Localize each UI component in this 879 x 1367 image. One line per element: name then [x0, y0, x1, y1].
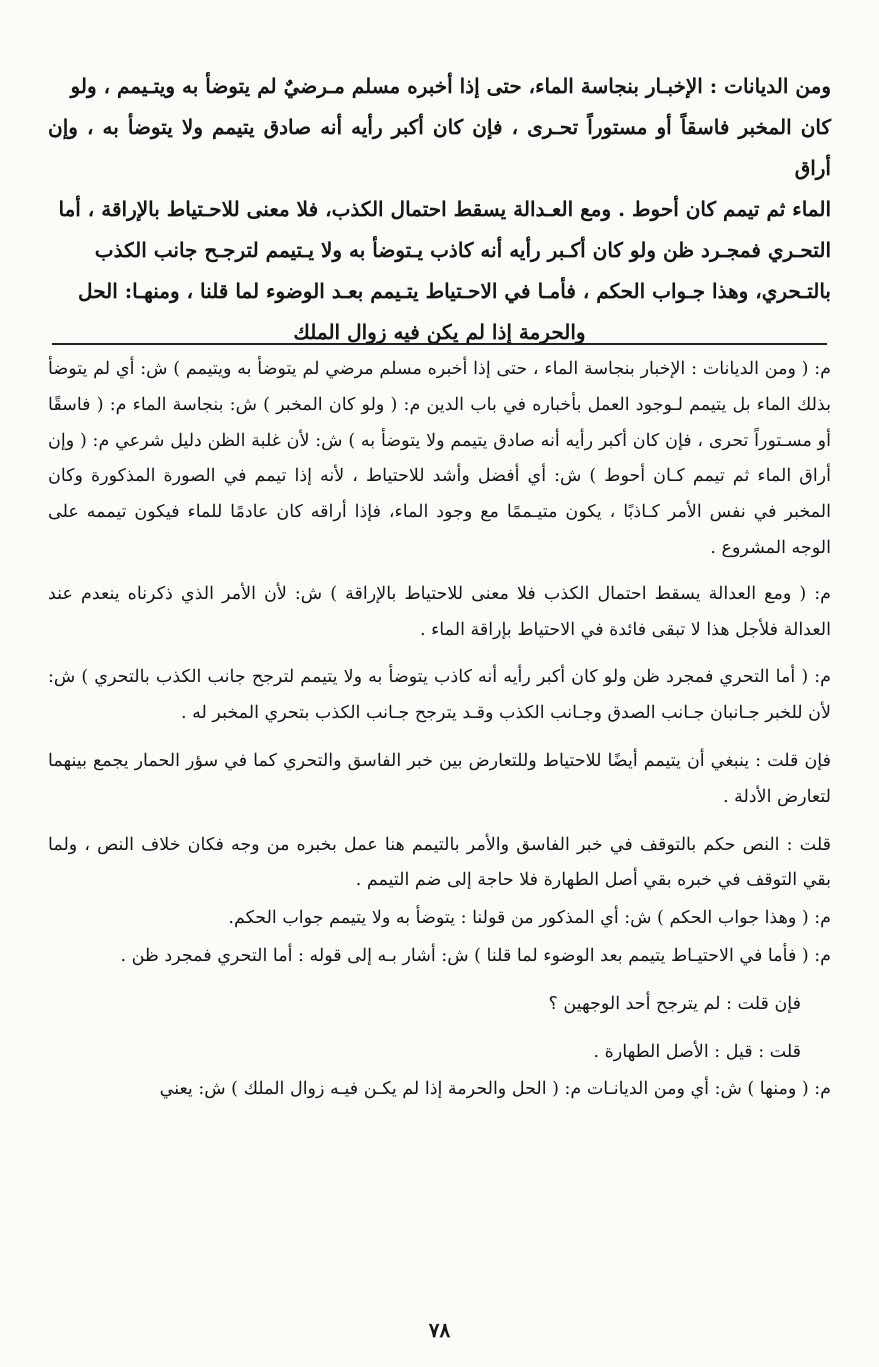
main-text: [48, 66, 831, 353]
main-text-line: التحـري فمجـرد ظن ولو كان أكـبر رأيه أنه كاذب يـتوضأ به ولا يـتيمم لترجـح جانب الكذب: [94, 238, 831, 262]
page-number: ٧٨: [428, 1318, 451, 1342]
commentary: [48, 352, 831, 1120]
commentary-paragraph: م: ( فأما في الاحتيـاط يتيمم بعد الوضوء لما قلنا ) ش: أشار بـه إلى قوله : أما التحري فمجرد ظن .: [120, 945, 831, 966]
main-text-line: الماء ثم تيمم كان أحوط . ومع العـدالة يسقط احتمال الكذب، فلا معنى للاحـتياط بالإراقة ، أما: [58, 197, 831, 221]
commentary-paragraph: م: ( ومن الديانات : الإخبار بنجاسة الماء ، حتى إذا أخبره مسلم مرضي لم يتوضأ به ويتيمم ) ش: أي لم يتوضأ بذلك الماء بل يتيمم لـوجود العمل بأخباره في باب الدين م: ( ولو كان المخبر ) ش: بنجاسة الماء م: ( فاسقًا أو مسـتوراً تحرى ، فإن كان أكبر رأيه أنه صادق يتيمم ولا يتوضأ به ) ش: لأن غلبة الظن دليل شرعي م: ( وإن أراق الماء ثم تيمم كـان أحوط ) ش: أي أفضل وأشد للاحتياط ، لأنه إذا تيمم في الصورة المذكورة وكان المخبر في نفس الأمر كـاذبًا ، يكون متيـممًا مع وجود الماء، فإذا أراقه كان عادمًا للماء فيكون تيممه على الوجه المشروع .: [48, 359, 831, 558]
commentary-paragraph: فإن قلت : ينبغي أن يتيمم أيضًا للاحتياط وللتعارض بين خبر الفاسق والتحري كما في سؤر الحمار يجمع بينهما لتعارض الأدلة .: [48, 750, 831, 807]
commentary-paragraph: قلت : النص حكم بالتوقف في خبر الفاسق والأمر بالتيمم هنا عمل بخبره من وجه فكان خلاف النص ، ولما بقي التوقف في خبره بقي أصل الطهارة فلا حاجة إلى ضم التيمم .: [48, 834, 831, 891]
main-text-line: بالتـحري، وهذا جـواب الحكم ، فأمـا في الاحـتياط يتـيمم بعـد الوضوء لما قلنا ، ومنهـا: الحل: [78, 279, 831, 303]
commentary-paragraph: م: ( وهذا جواب الحكم ) ش: أي المذكور من قولنا : يتوضأ به ولا يتيمم جواب الحكم.: [228, 908, 831, 929]
main-text-line: ومن الديانات : الإخبـار بنجاسة الماء، حتى إذا أخبره مسلم مـرضيٌ لم يتوضأ به ويتـيمم ، ولو: [70, 74, 831, 98]
commentary-paragraph: م: ( ومع العدالة يسقط احتمال الكذب فلا معنى للاحتياط بالإراقة ) ش: لأن الأمر الذي ذكرناه ينعدم عند العدالة فلأجل هذا لا تبقى فائدة في الاحتياط بإراقة الماء .: [48, 583, 831, 640]
main-text-line: والحرمة إذا لم يكن فيه زوال الملك: [293, 320, 586, 344]
commentary-paragraph: م: ( ومنها ) ش: أي ومن الديانـات م: ( الحل والحرمة إذا لم يكـن فيـه زوال الملك ) ش: يعني: [159, 1079, 831, 1100]
main-text-line: كان المخبر فاسقاً أو مستوراً تحـرى ، فإن كان أكبر رأيه أنه صادق يتيمم ولا يتوضأ به ، وإن أراق: [48, 115, 831, 180]
commentary-paragraph: فإن قلت : لم يترجح أحد الوجهين ؟: [548, 993, 801, 1014]
commentary-paragraph: قلت : قيل : الأصل الطهارة .: [593, 1041, 801, 1062]
commentary-paragraph: م: ( أما التحري فمجرد ظن ولو كان أكبر رأيه أنه كاذب يتوضأ به ولا يتيمم لترجح جانب الكذب بالتحري ) ش: لأن للخبر جـانبان جـانب الصدق وجـانب الكذب وقـد يترجح جـانب الكذب بتحري المخبر له .: [48, 667, 831, 724]
separator-rule: [52, 343, 827, 345]
